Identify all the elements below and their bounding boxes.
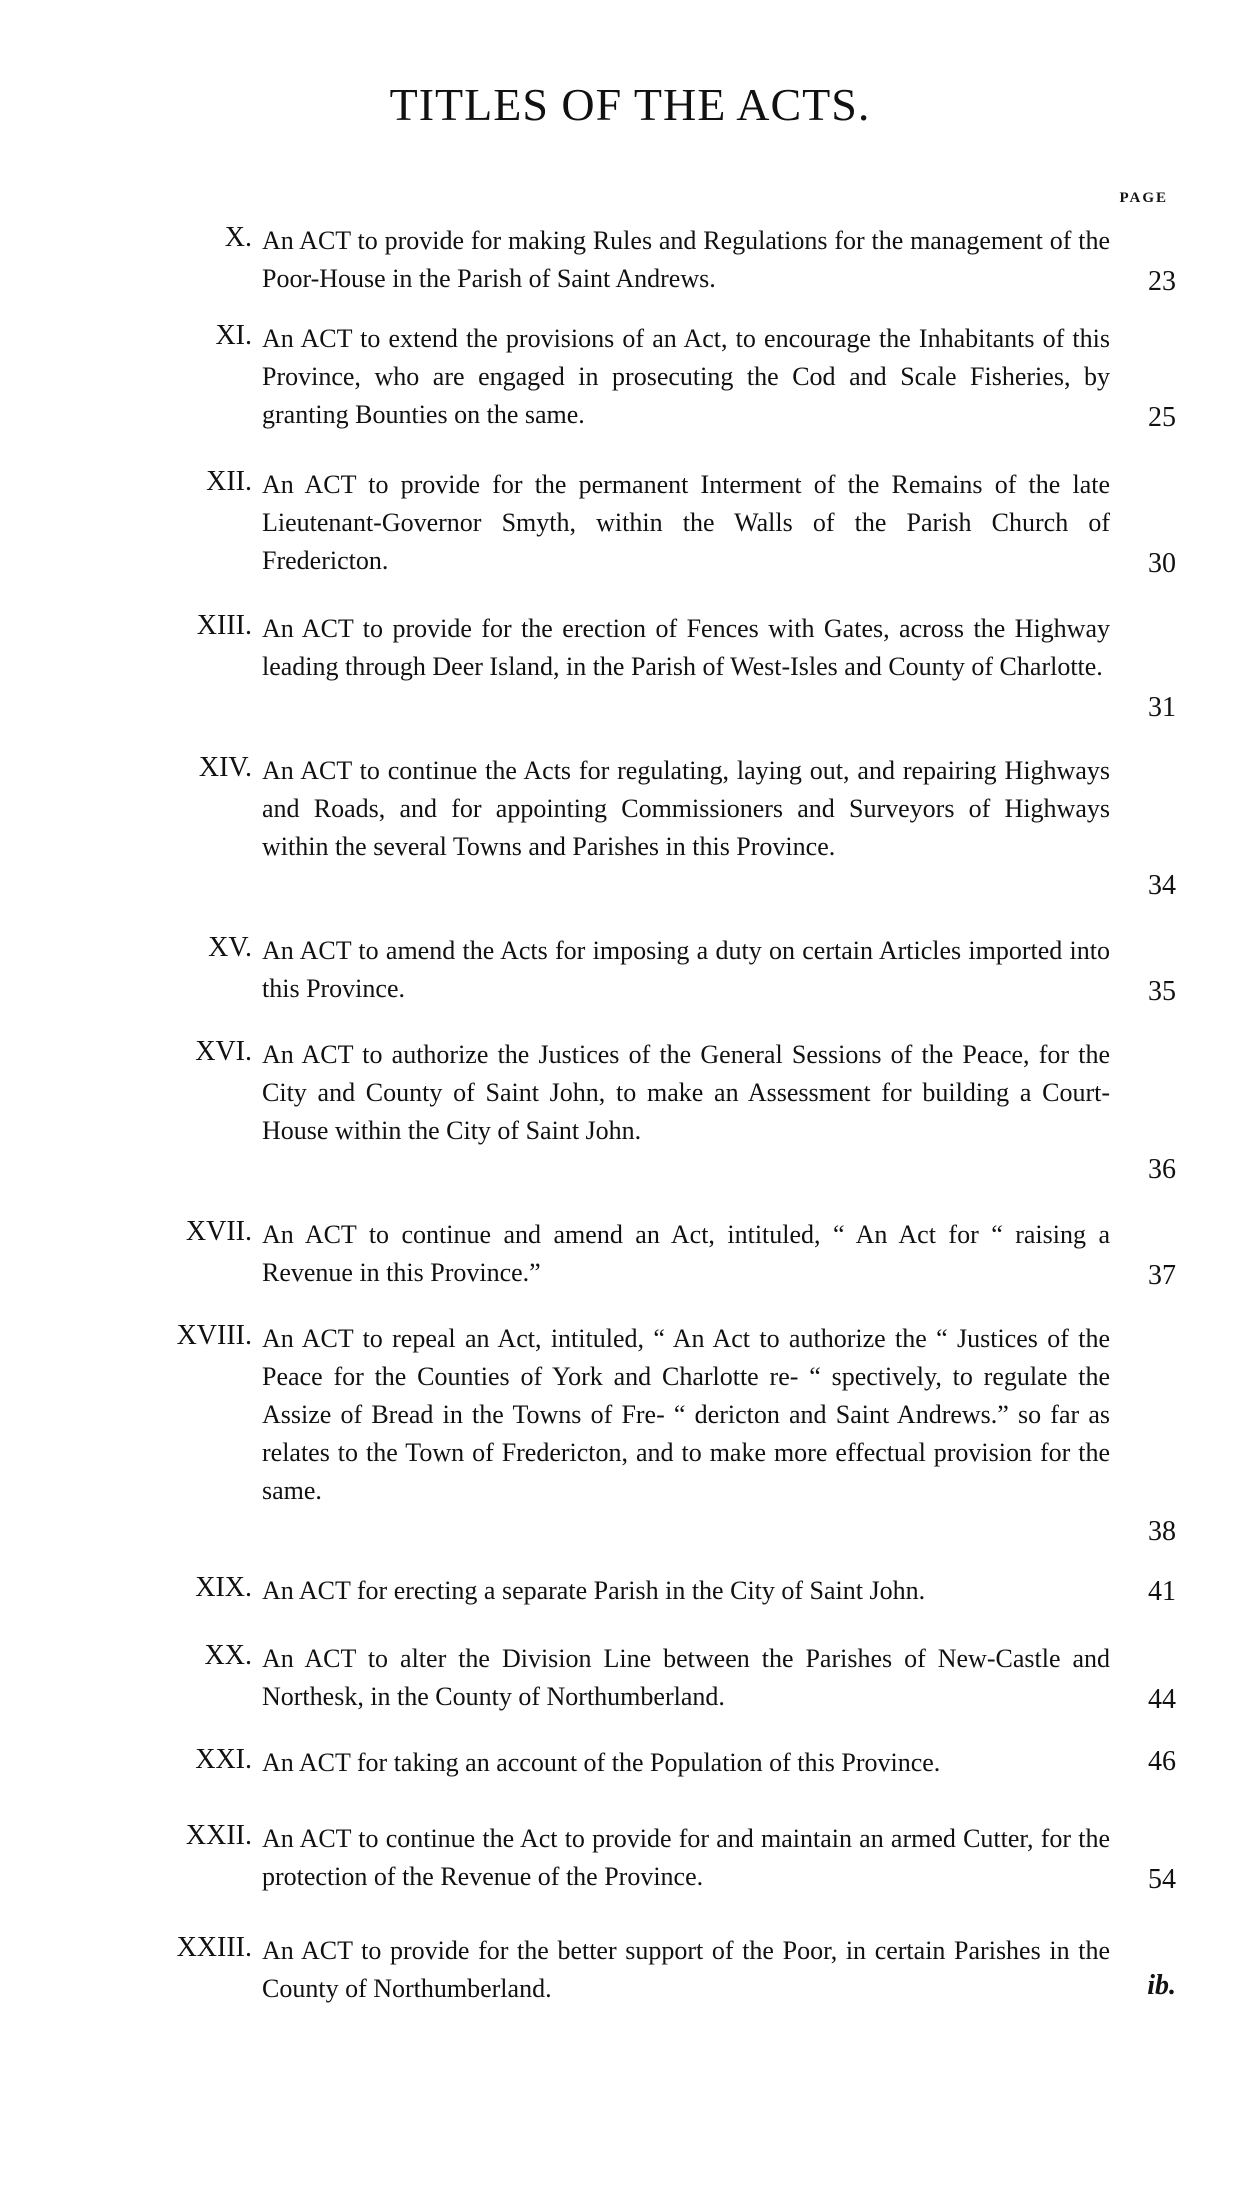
act-page-number: 54 [1148,1864,1176,1895]
act-numeral: XVII. [185,1216,252,1247]
act-title: An ACT to repeal an Act, intituled, “ An Act to authorize the “ Justices of the Peace for the Counties of York and Charlotte re- “ spectively, to regulate the Assize of Bread in the Towns of Fre- “ dericton and Saint Andrews.” so far as relates to the Town of Fredericton, and to make more effectual provision for the same. [262,1324,1110,1505]
act-title: An ACT to continue the Act to provide for and maintain an armed Cutter, for the protection of the Revenue of the Province. [262,1824,1110,1891]
act-title: An ACT to continue and amend an Act, intituled, “ An Act for “ raising a Revenue in this Province.” [262,1220,1110,1287]
act-numeral: XX. [204,1640,252,1671]
act-page-number: 41 [1148,1576,1176,1607]
act-numeral: XXI. [195,1744,252,1775]
act-page-number: 25 [1148,402,1176,433]
act-numeral: XXII. [185,1820,252,1851]
act-page-number: 46 [1148,1746,1176,1777]
act-title: An ACT for erecting a separate Parish in the City of Saint John. [262,1576,926,1605]
act-page-number: 36 [1148,1154,1176,1185]
act-title: An ACT for taking an account of the Population of this Province. [262,1748,941,1777]
act-numeral: XV. [208,932,252,963]
act-page-number: 44 [1148,1684,1176,1715]
act-numeral: XII. [206,466,252,497]
act-numeral: XI. [215,320,252,351]
page-column-label: PAGE [1119,190,1168,206]
act-title: An ACT to provide for making Rules and Regulations for the management of the Poor-House in the Parish of Saint Andrews. [262,226,1110,293]
act-title: An ACT to alter the Division Line between the Parishes of New-Castle and Northesk, in the County of Northumberland. [262,1644,1110,1711]
act-title: An ACT to authorize the Justices of the General Sessions of the Peace, for the City and County of Saint John, to make an Assessment for building a Court-House within the City of Saint John. [262,1040,1110,1145]
act-numeral: X. [224,222,252,253]
act-title: An ACT to provide for the erection of Fences with Gates, across the Highway leading through Deer Island, in the Parish of West-Isles and County of Charlotte. [262,614,1110,681]
act-page-number: 35 [1148,976,1176,1007]
act-page-number: 38 [1148,1516,1176,1547]
act-title: An ACT to provide for the better support of the Poor, in certain Parishes in the County of Northumberland. [262,1936,1110,2003]
act-numeral: XVIII. [176,1320,252,1351]
act-numeral: XVI. [195,1036,252,1067]
act-title: An ACT to amend the Acts for imposing a duty on certain Articles imported into this Province. [262,936,1110,1003]
act-numeral: XXIII. [176,1932,252,1963]
act-title: An ACT to continue the Acts for regulating, laying out, and repairing Highways and Roads, and for appointing Commissioners and Surveyors of Highways within the several Towns and Parishes in this Province. [262,756,1110,861]
act-page-number: 37 [1148,1260,1176,1291]
page-title: TITLES OF THE ACTS. [389,79,871,130]
act-page-number: ib. [1147,1970,1176,2001]
act-numeral: XIV. [198,752,252,783]
act-numeral: XIX. [195,1572,252,1603]
act-page-number: 30 [1148,548,1176,579]
act-title: An ACT to provide for the permanent Interment of the Remains of the late Lieutenant-Governor Smyth, within the Walls of the Parish Church of Fredericton. [262,470,1110,575]
act-page-number: 31 [1148,692,1176,723]
act-numeral: XIII. [196,610,252,641]
act-page-number: 23 [1148,266,1176,297]
act-title: An ACT to extend the provisions of an Act, to encourage the Inhabitants of this Province, who are engaged in prosecuting the Cod and Scale Fisheries, by granting Bounties on the same. [262,324,1110,429]
act-page-number: 34 [1148,870,1176,901]
